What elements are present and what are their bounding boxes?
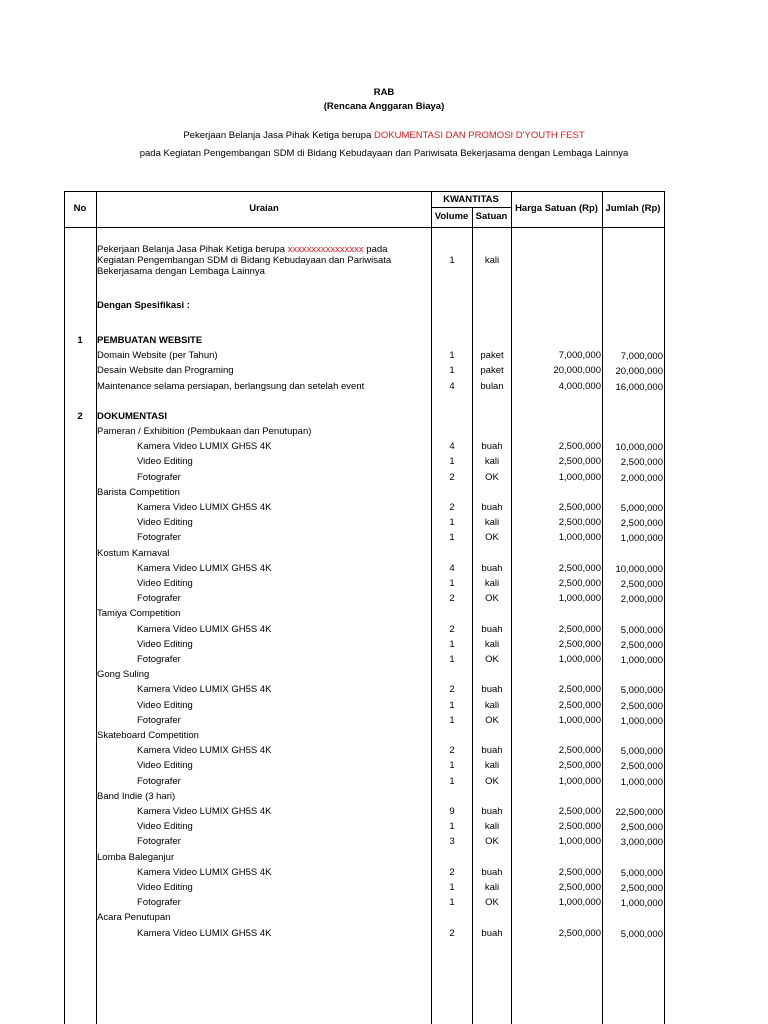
group-title: Lomba Baleganjur xyxy=(97,852,175,863)
line-item-harga: 2,500,000 xyxy=(558,456,601,467)
line-item-harga: 4,000,000 xyxy=(558,381,601,392)
line-item-satuan: kali xyxy=(484,821,500,832)
project-line xyxy=(0,130,768,141)
line-item-label: Kamera Video LUMIX GH5S 4K xyxy=(137,928,272,939)
line-item-satuan: OK xyxy=(485,897,499,908)
line-item-harga: 2,500,000 xyxy=(558,563,601,574)
line-item-jumlah: 10,000,000 xyxy=(615,442,663,453)
line-item-harga: 1,000,000 xyxy=(558,654,601,665)
line-item-label: Kamera Video LUMIX GH5S 4K xyxy=(137,684,272,695)
line-item-label: Fotografer xyxy=(137,593,181,604)
line-item-harga: 2,500,000 xyxy=(558,806,601,817)
line-item-volume: 4 xyxy=(449,563,455,574)
line-item-jumlah: 1,000,000 xyxy=(620,655,663,666)
line-item-harga: 1,000,000 xyxy=(558,532,601,543)
line-item-volume: 4 xyxy=(449,381,455,392)
line-item-label: Video Editing xyxy=(137,639,193,650)
section-number: 2 xyxy=(77,411,83,422)
line-item-harga: 2,500,000 xyxy=(558,624,601,635)
line-item-label: Video Editing xyxy=(137,517,193,528)
line-item-jumlah: 5,000,000 xyxy=(620,929,663,940)
line-item-harga: 2,500,000 xyxy=(558,821,601,832)
line-item-jumlah: 2,500,000 xyxy=(620,457,663,468)
line-item-jumlah: 2,500,000 xyxy=(620,761,663,772)
line-item-satuan: kali xyxy=(484,700,500,711)
intro-text-prefix: Pekerjaan Belanja Jasa Pihak Ketiga berupa xyxy=(97,244,288,255)
line-item-label: Video Editing xyxy=(137,760,193,771)
line-item-label: Kamera Video LUMIX GH5S 4K xyxy=(137,806,272,817)
intro-paragraph xyxy=(97,244,415,277)
line-item-volume: 1 xyxy=(449,532,455,543)
line-item-label: Desain Website dan Programing xyxy=(97,365,234,376)
line-item-harga: 2,500,000 xyxy=(558,578,601,589)
line-item-volume: 2 xyxy=(449,684,455,695)
line-item-volume: 2 xyxy=(449,472,455,483)
line-item-satuan: buah xyxy=(481,745,503,756)
line-item-label: Maintenance selama persiapan, berlangsung dan setelah event xyxy=(97,381,365,392)
line-item-jumlah: 5,000,000 xyxy=(620,503,663,514)
line-item-harga: 2,500,000 xyxy=(558,882,601,893)
line-item-jumlah: 10,000,000 xyxy=(615,564,663,575)
line-item-satuan: OK xyxy=(485,715,499,726)
col-header-harga: Harga Satuan (Rp) xyxy=(515,203,598,214)
line-item-satuan: kali xyxy=(484,578,500,589)
line-item-satuan: buah xyxy=(481,806,503,817)
line-item-jumlah: 2,500,000 xyxy=(620,883,663,894)
line-item-label: Fotografer xyxy=(137,836,181,847)
line-item-volume: 2 xyxy=(449,502,455,513)
line-item-satuan: buah xyxy=(481,867,503,878)
line-item-volume: 2 xyxy=(449,745,455,756)
intro-volume: 1 xyxy=(449,255,455,266)
line-item-harga: 2,500,000 xyxy=(558,760,601,771)
line-item-harga: 7,000,000 xyxy=(558,350,601,361)
intro-satuan: kali xyxy=(484,255,500,266)
line-item-volume: 2 xyxy=(449,928,455,939)
line-item-satuan: buah xyxy=(481,928,503,939)
line-item-satuan: OK xyxy=(485,776,499,787)
document-title: RAB xyxy=(373,87,395,98)
col-header-satuan: Satuan xyxy=(475,211,508,222)
line-item-harga: 1,000,000 xyxy=(558,593,601,604)
line-item-satuan: buah xyxy=(481,502,503,513)
line-item-volume: 2 xyxy=(449,867,455,878)
col-header-volume: Volume xyxy=(434,211,469,222)
line-item-satuan: OK xyxy=(485,472,499,483)
line-item-volume: 1 xyxy=(449,715,455,726)
line-item-volume: 1 xyxy=(449,882,455,893)
line-item-volume: 4 xyxy=(449,441,455,452)
line-item-volume: 3 xyxy=(449,836,455,847)
section-number: 1 xyxy=(77,335,83,346)
table-border-left xyxy=(64,191,65,1024)
line-item-harga: 1,000,000 xyxy=(558,836,601,847)
line-item-label: Kamera Video LUMIX GH5S 4K xyxy=(137,502,272,513)
line-item-label: Fotografer xyxy=(137,776,181,787)
line-item-label: Kamera Video LUMIX GH5S 4K xyxy=(137,563,272,574)
group-title: Kostum Karnaval xyxy=(97,548,170,559)
line-item-harga: 2,500,000 xyxy=(558,639,601,650)
line-item-label: Video Editing xyxy=(137,456,193,467)
line-item-satuan: bulan xyxy=(480,381,504,392)
line-item-satuan: kali xyxy=(484,882,500,893)
line-item-label: Kamera Video LUMIX GH5S 4K xyxy=(137,624,272,635)
group-title: Barista Competition xyxy=(97,487,180,498)
line-item-satuan: kali xyxy=(484,760,500,771)
line-item-label: Video Editing xyxy=(137,882,193,893)
line-item-jumlah: 3,000,000 xyxy=(620,837,663,848)
line-item-satuan: paket xyxy=(480,365,504,376)
line-item-label: Fotografer xyxy=(137,654,181,665)
line-item-jumlah: 2,500,000 xyxy=(620,701,663,712)
kwantitas-divider xyxy=(431,207,512,208)
line-item-volume: 1 xyxy=(449,517,455,528)
line-item-satuan: buah xyxy=(481,624,503,635)
line-item-harga: 2,500,000 xyxy=(558,502,601,513)
line-item-jumlah: 16,000,000 xyxy=(615,382,663,393)
line-item-label: Fotografer xyxy=(137,532,181,543)
line-item-jumlah: 22,500,000 xyxy=(615,807,663,818)
line-item-jumlah: 7,000,000 xyxy=(620,351,663,362)
group-title: Skateboard Competition xyxy=(97,730,199,741)
line-item-harga: 1,000,000 xyxy=(558,897,601,908)
line-item-volume: 2 xyxy=(449,624,455,635)
line-item-volume: 1 xyxy=(449,776,455,787)
col-header-jumlah: Jumlah (Rp) xyxy=(605,203,661,214)
line-item-volume: 1 xyxy=(449,578,455,589)
group-title: Gong Suling xyxy=(97,669,150,680)
line-item-jumlah: 1,000,000 xyxy=(620,777,663,788)
line-item-label: Kamera Video LUMIX GH5S 4K xyxy=(137,441,272,452)
line-item-volume: 1 xyxy=(449,654,455,665)
line-item-label: Video Editing xyxy=(137,700,193,711)
line-item-jumlah: 2,500,000 xyxy=(620,579,663,590)
intro-text-suffix: pada Kegiatan Pengembangan SDM di Bidang Kebudayaan dan Pariwisata Bekerjasama dengan Lembaga Lainnya xyxy=(97,244,392,277)
line-item-label: Domain Website (per Tahun) xyxy=(97,350,218,361)
col-header-uraian: Uraian xyxy=(249,203,279,214)
line-item-volume: 9 xyxy=(449,806,455,817)
line-item-harga: 2,500,000 xyxy=(558,684,601,695)
project-name: DOKUMENTASI DAN PROMOSI D'YOUTH FEST xyxy=(374,130,585,141)
program-line: pada Kegiatan Pengembangan SDM di Bidang Kebudayaan dan Pariwisata Bekerjasama dengan Lembaga Lainnya xyxy=(139,148,629,159)
line-item-harga: 2,500,000 xyxy=(558,745,601,756)
line-item-satuan: kali xyxy=(484,456,500,467)
line-item-jumlah: 1,000,000 xyxy=(620,716,663,727)
line-item-jumlah: 1,000,000 xyxy=(620,533,663,544)
line-item-jumlah: 20,000,000 xyxy=(615,366,663,377)
line-item-satuan: OK xyxy=(485,836,499,847)
group-title: Band Indie (3 hari) xyxy=(97,791,176,802)
line-item-jumlah: 5,000,000 xyxy=(620,625,663,636)
line-item-satuan: buah xyxy=(481,684,503,695)
line-item-volume: 2 xyxy=(449,593,455,604)
line-item-label: Video Editing xyxy=(137,578,193,589)
line-item-harga: 2,500,000 xyxy=(558,517,601,528)
line-item-volume: 1 xyxy=(449,760,455,771)
line-item-label: Fotografer xyxy=(137,715,181,726)
line-item-volume: 1 xyxy=(449,821,455,832)
col-header-kwantitas: KWANTITAS xyxy=(443,194,499,205)
line-item-label: Fotografer xyxy=(137,472,181,483)
line-item-volume: 1 xyxy=(449,456,455,467)
line-item-volume: 1 xyxy=(449,897,455,908)
line-item-harga: 1,000,000 xyxy=(558,715,601,726)
line-item-volume: 1 xyxy=(449,350,455,361)
section-title: DOKUMENTASI xyxy=(97,411,168,422)
line-item-harga: 2,500,000 xyxy=(558,700,601,711)
line-item-jumlah: 5,000,000 xyxy=(620,868,663,879)
line-item-jumlah: 2,000,000 xyxy=(620,594,663,605)
line-item-jumlah: 5,000,000 xyxy=(620,685,663,696)
line-item-jumlah: 2,500,000 xyxy=(620,518,663,529)
line-item-satuan: buah xyxy=(481,563,503,574)
line-item-jumlah: 2,000,000 xyxy=(620,473,663,484)
line-item-satuan: kali xyxy=(484,517,500,528)
line-item-harga: 2,500,000 xyxy=(558,441,601,452)
line-item-satuan: kali xyxy=(484,639,500,650)
line-item-harga: 20,000,000 xyxy=(553,365,601,376)
line-item-satuan: paket xyxy=(480,350,504,361)
line-item-satuan: OK xyxy=(485,593,499,604)
line-item-label: Fotografer xyxy=(137,897,181,908)
intro-placeholder: xxxxxxxxxxxxxxxx xyxy=(287,244,364,255)
table-border-top xyxy=(64,191,665,192)
line-item-jumlah: 2,500,000 xyxy=(620,640,663,651)
section-title: PEMBUATAN WEBSITE xyxy=(97,335,203,346)
line-item-harga: 1,000,000 xyxy=(558,776,601,787)
line-item-jumlah: 5,000,000 xyxy=(620,746,663,757)
group-title: Tamiya Competition xyxy=(97,608,181,619)
line-item-harga: 2,500,000 xyxy=(558,928,601,939)
line-item-volume: 1 xyxy=(449,365,455,376)
group-title: Acara Penutupan xyxy=(97,912,171,923)
line-item-jumlah: 1,000,000 xyxy=(620,898,663,909)
header-bottom-border xyxy=(64,227,665,228)
col-header-no: No xyxy=(73,203,87,214)
line-item-jumlah: 2,500,000 xyxy=(620,822,663,833)
line-item-label: Kamera Video LUMIX GH5S 4K xyxy=(137,745,272,756)
spec-label: Dengan Spesifikasi : xyxy=(97,300,190,311)
line-item-satuan: OK xyxy=(485,654,499,665)
line-item-satuan: OK xyxy=(485,532,499,543)
line-item-volume: 1 xyxy=(449,700,455,711)
line-item-harga: 2,500,000 xyxy=(558,867,601,878)
line-item-satuan: buah xyxy=(481,441,503,452)
document-subtitle: (Rencana Anggaran Biaya) xyxy=(323,101,445,112)
line-item-label: Video Editing xyxy=(137,821,193,832)
project-line-prefix: Pekerjaan Belanja Jasa Pihak Ketiga berupa xyxy=(183,130,374,141)
table-border-right xyxy=(664,191,665,1024)
line-item-label: Kamera Video LUMIX GH5S 4K xyxy=(137,867,272,878)
group-title: Pameran / Exhibition (Pembukaan dan Penutupan) xyxy=(97,426,312,437)
line-item-harga: 1,000,000 xyxy=(558,472,601,483)
line-item-volume: 1 xyxy=(449,639,455,650)
